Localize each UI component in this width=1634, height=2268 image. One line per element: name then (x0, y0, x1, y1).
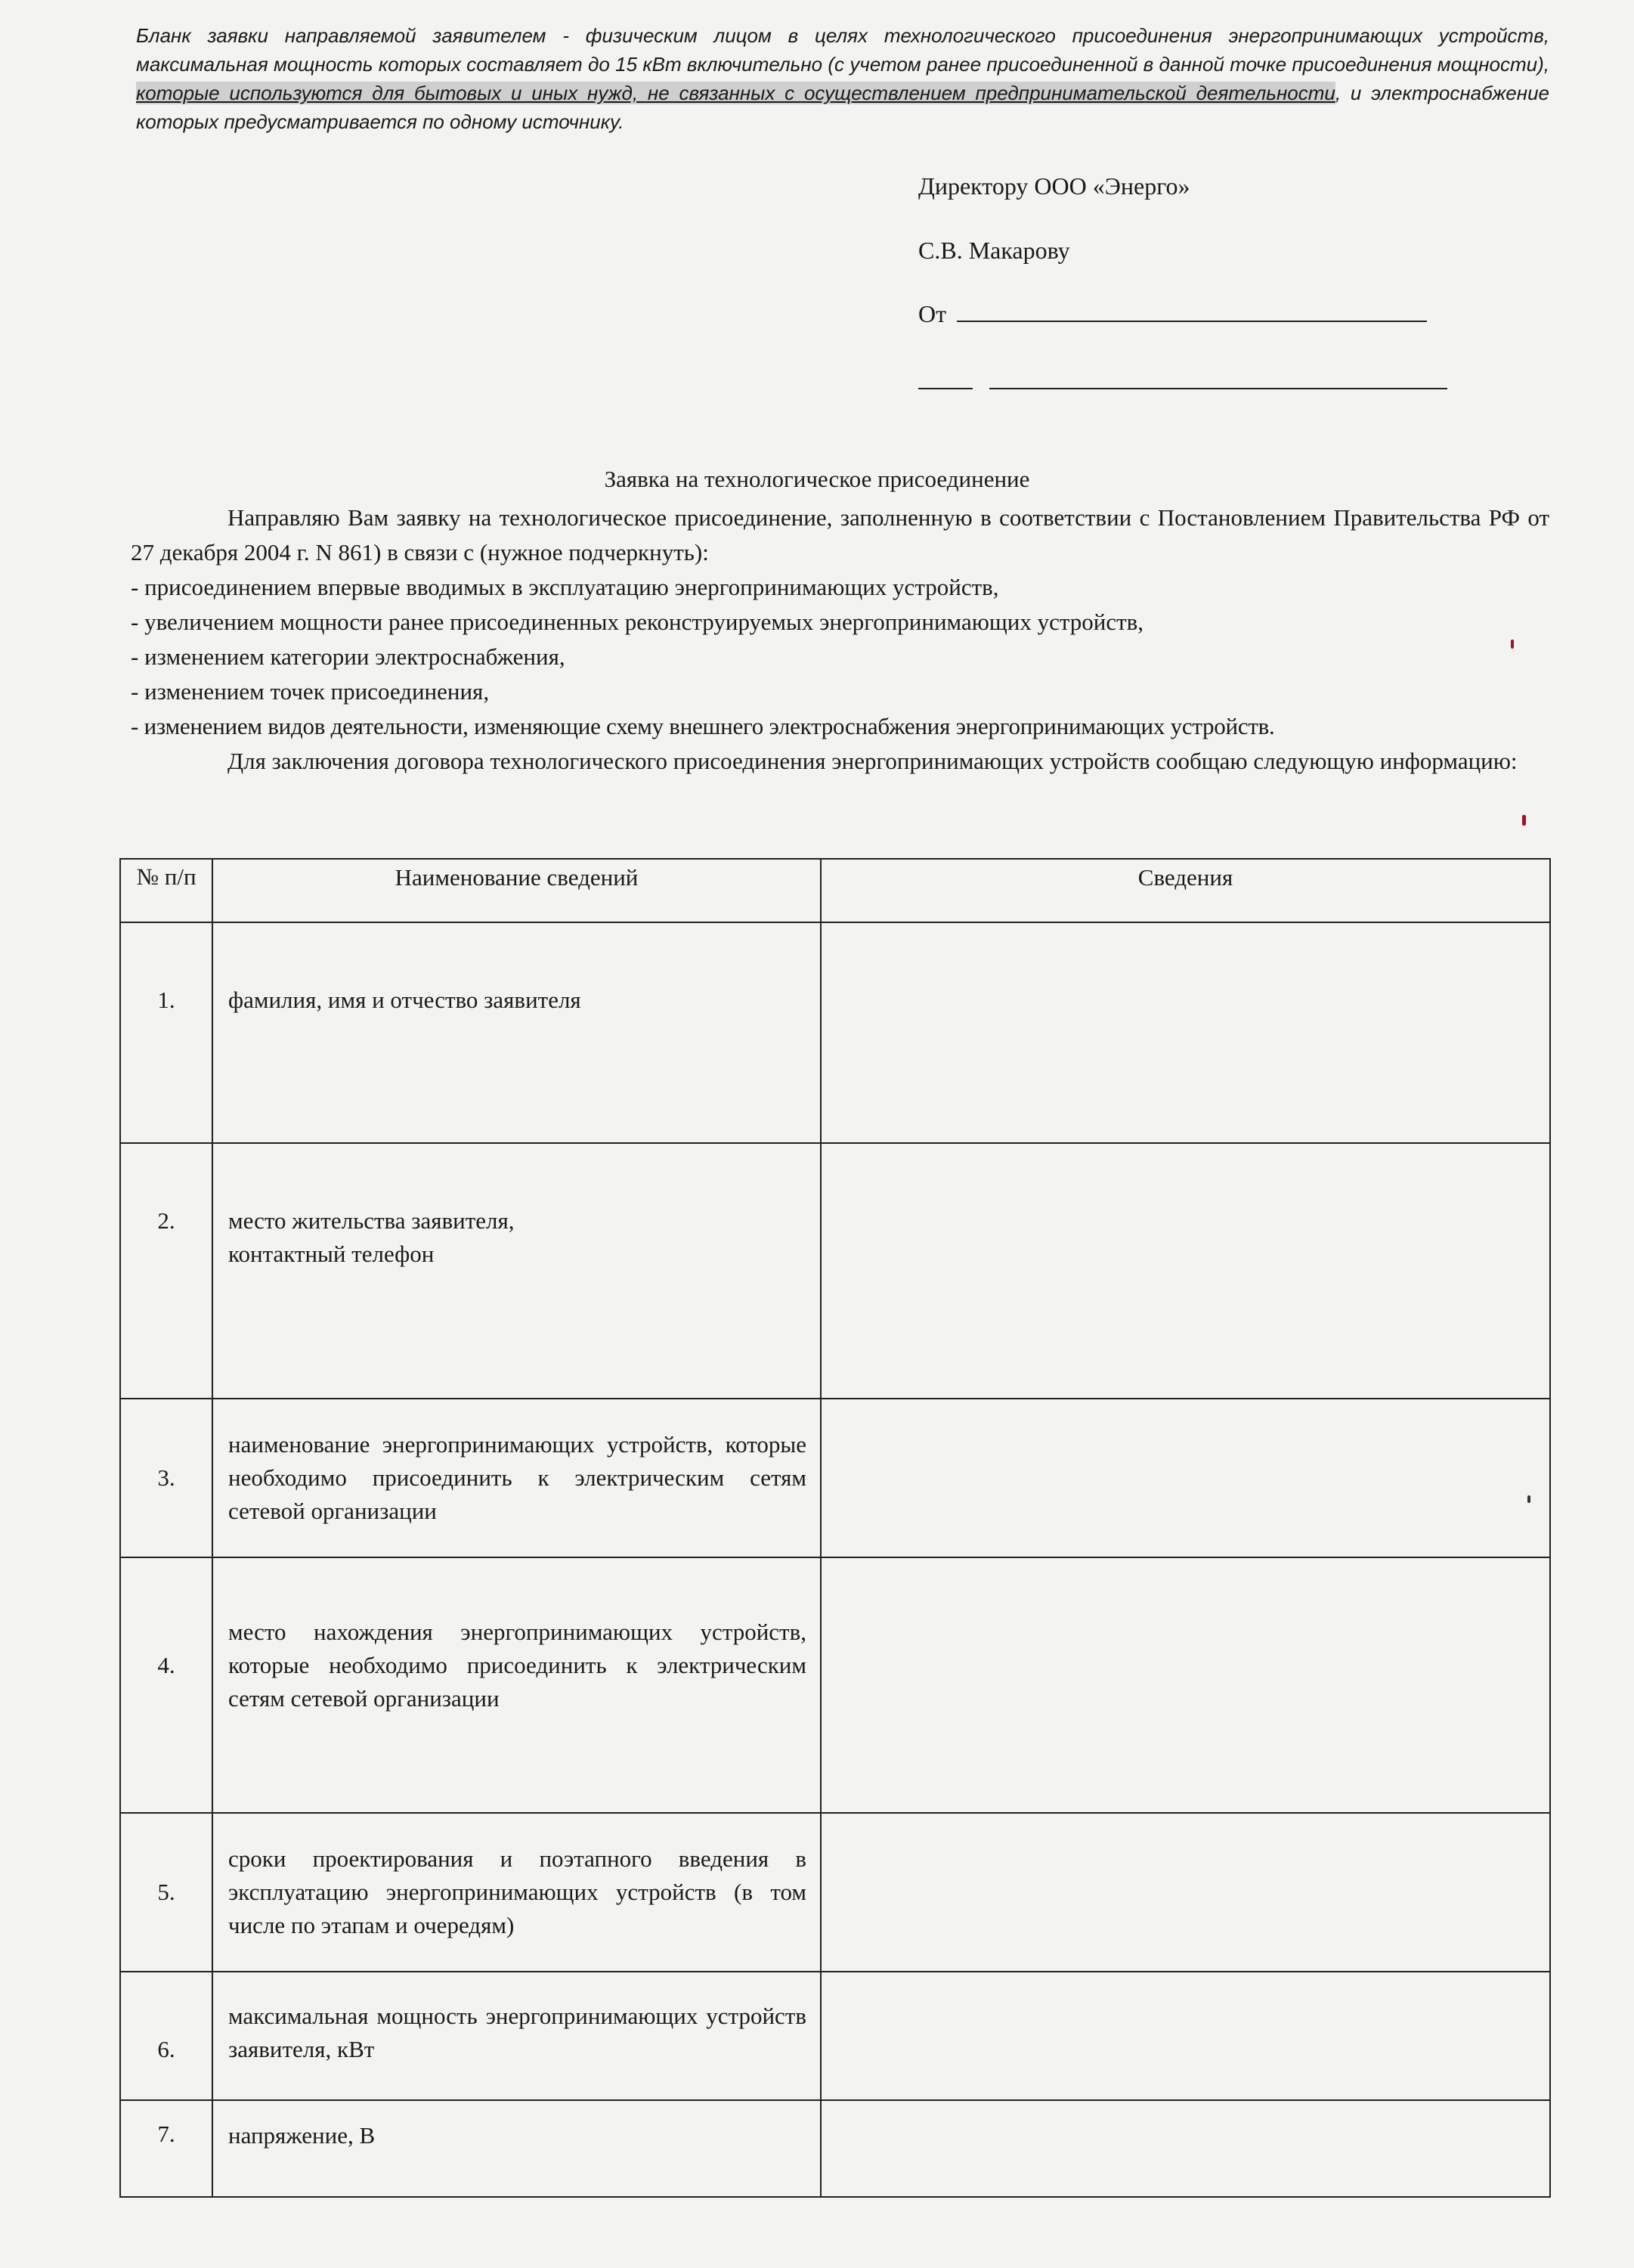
table-header-row (120, 859, 1550, 922)
row-name: сроки проектирования и поэтапного введения в эксплуатацию энергопринимающих устройств (в том числе по этапам и очередям) (212, 1813, 821, 1972)
row-name: фамилия, имя и отчество заявителя (212, 922, 821, 1143)
addressee-name: С.В. Макарову (918, 237, 1070, 264)
addressee-director: Директору ООО «Энерго» (918, 172, 1190, 200)
header-note-highlight: которые используются для бытовых и иных нужд, не связанных с осуществлением предпринимательской деятельности (136, 82, 1335, 104)
table-row (120, 1399, 1550, 1557)
from-label: От (918, 300, 947, 327)
row-num: 6. (120, 1972, 212, 2100)
reason-power-increase[interactable]: - увеличением мощности ранее присоединенных реконструируемых энергопринимающих устройств, (131, 609, 1144, 635)
from-date-line[interactable] (918, 365, 973, 389)
row-value-cell[interactable] (821, 1143, 1550, 1399)
form-header-note (136, 21, 1549, 136)
table-row (120, 1143, 1550, 1399)
stray-ink-mark (1511, 640, 1514, 649)
info-intro-paragraph: Для заключения договора технологического присоединения энергопринимающих устройств сообщаю следующую информацию: (227, 748, 1518, 774)
row-name: напряжение, В (212, 2100, 821, 2197)
intro-paragraph: Направляю Вам заявку на технологическое присоединение, заполненную в соответствии с Постановлением Правительства РФ от 27 декабря 2004 г. N 861) в связи с (нужное подчеркнуть): (131, 504, 1549, 565)
row-name: наименование энергопринимающих устройств, которые необходимо присоединить к электрическим сетям сетевой организации (212, 1399, 821, 1557)
table-row (120, 1972, 1550, 2100)
row-num: 3. (120, 1399, 212, 1557)
stray-ink-mark (1522, 815, 1526, 826)
row-name (212, 1143, 821, 1399)
header-note-text-end: , и электроснабжение которых предусматривается по одному источнику. (136, 82, 1549, 133)
table-row (120, 2100, 1550, 2197)
row-value-cell[interactable] (821, 1972, 1550, 2100)
row-value-cell[interactable] (821, 1813, 1550, 1972)
row-name-line: контактный телефон (228, 1241, 435, 1267)
row-value-cell[interactable] (821, 2100, 1550, 2197)
reason-new-devices[interactable]: - присоединением впервые вводимых в эксплуатацию энергопринимающих устройств, (131, 574, 999, 600)
reason-points-change[interactable]: - изменением точек присоединения, (131, 678, 490, 705)
row-name: место нахождения энергопринимающих устройств, которые необходимо присоединить к электрическим сетям сетевой организации (212, 1557, 821, 1813)
row-value-cell[interactable] (821, 1399, 1550, 1557)
reason-category-change[interactable]: - изменением категории электроснабжения, (131, 643, 565, 670)
row-num: 7. (120, 2100, 212, 2197)
from-second-line (918, 365, 1447, 396)
row-name: максимальная мощность энергопринимающих устройств заявителя, кВт (212, 1972, 821, 2100)
table-row (120, 922, 1550, 1143)
row-num: 4. (120, 1557, 212, 1813)
stray-ink-mark (1527, 1495, 1530, 1503)
from-field (918, 298, 1427, 329)
from-signature-line[interactable] (989, 365, 1447, 389)
row-num: 2. (120, 1143, 212, 1399)
row-num: 1. (120, 922, 212, 1143)
header-num: № п/п (120, 859, 212, 922)
row-value-cell[interactable] (821, 1557, 1550, 1813)
from-name-line[interactable] (957, 298, 1427, 322)
application-info-table (119, 858, 1551, 2198)
table-row (120, 1813, 1550, 1972)
reason-activity-change[interactable]: - изменением видов деятельности, изменяющие схему внешнего электроснабжения энергопринимающих устройств. (131, 713, 1275, 739)
row-num: 5. (120, 1813, 212, 1972)
header-name: Наименование сведений (212, 859, 821, 922)
document-title: Заявка на технологическое присоединение (604, 466, 1030, 492)
header-note-text: Бланк заявки направляемой заявителем - физическим лицом в целях технологического присоединения энергопринимающих устройств, максимальная мощность которых составляет до 15 кВт включительно (с учетом ранее присоединенной в данной точке присоединения мощности), (136, 24, 1549, 76)
row-value-cell[interactable] (821, 922, 1550, 1143)
body-section (131, 500, 1549, 779)
table-row (120, 1557, 1550, 1813)
header-value: Сведения (821, 859, 1550, 922)
row-name-line: место жительства заявителя, (228, 1207, 515, 1234)
